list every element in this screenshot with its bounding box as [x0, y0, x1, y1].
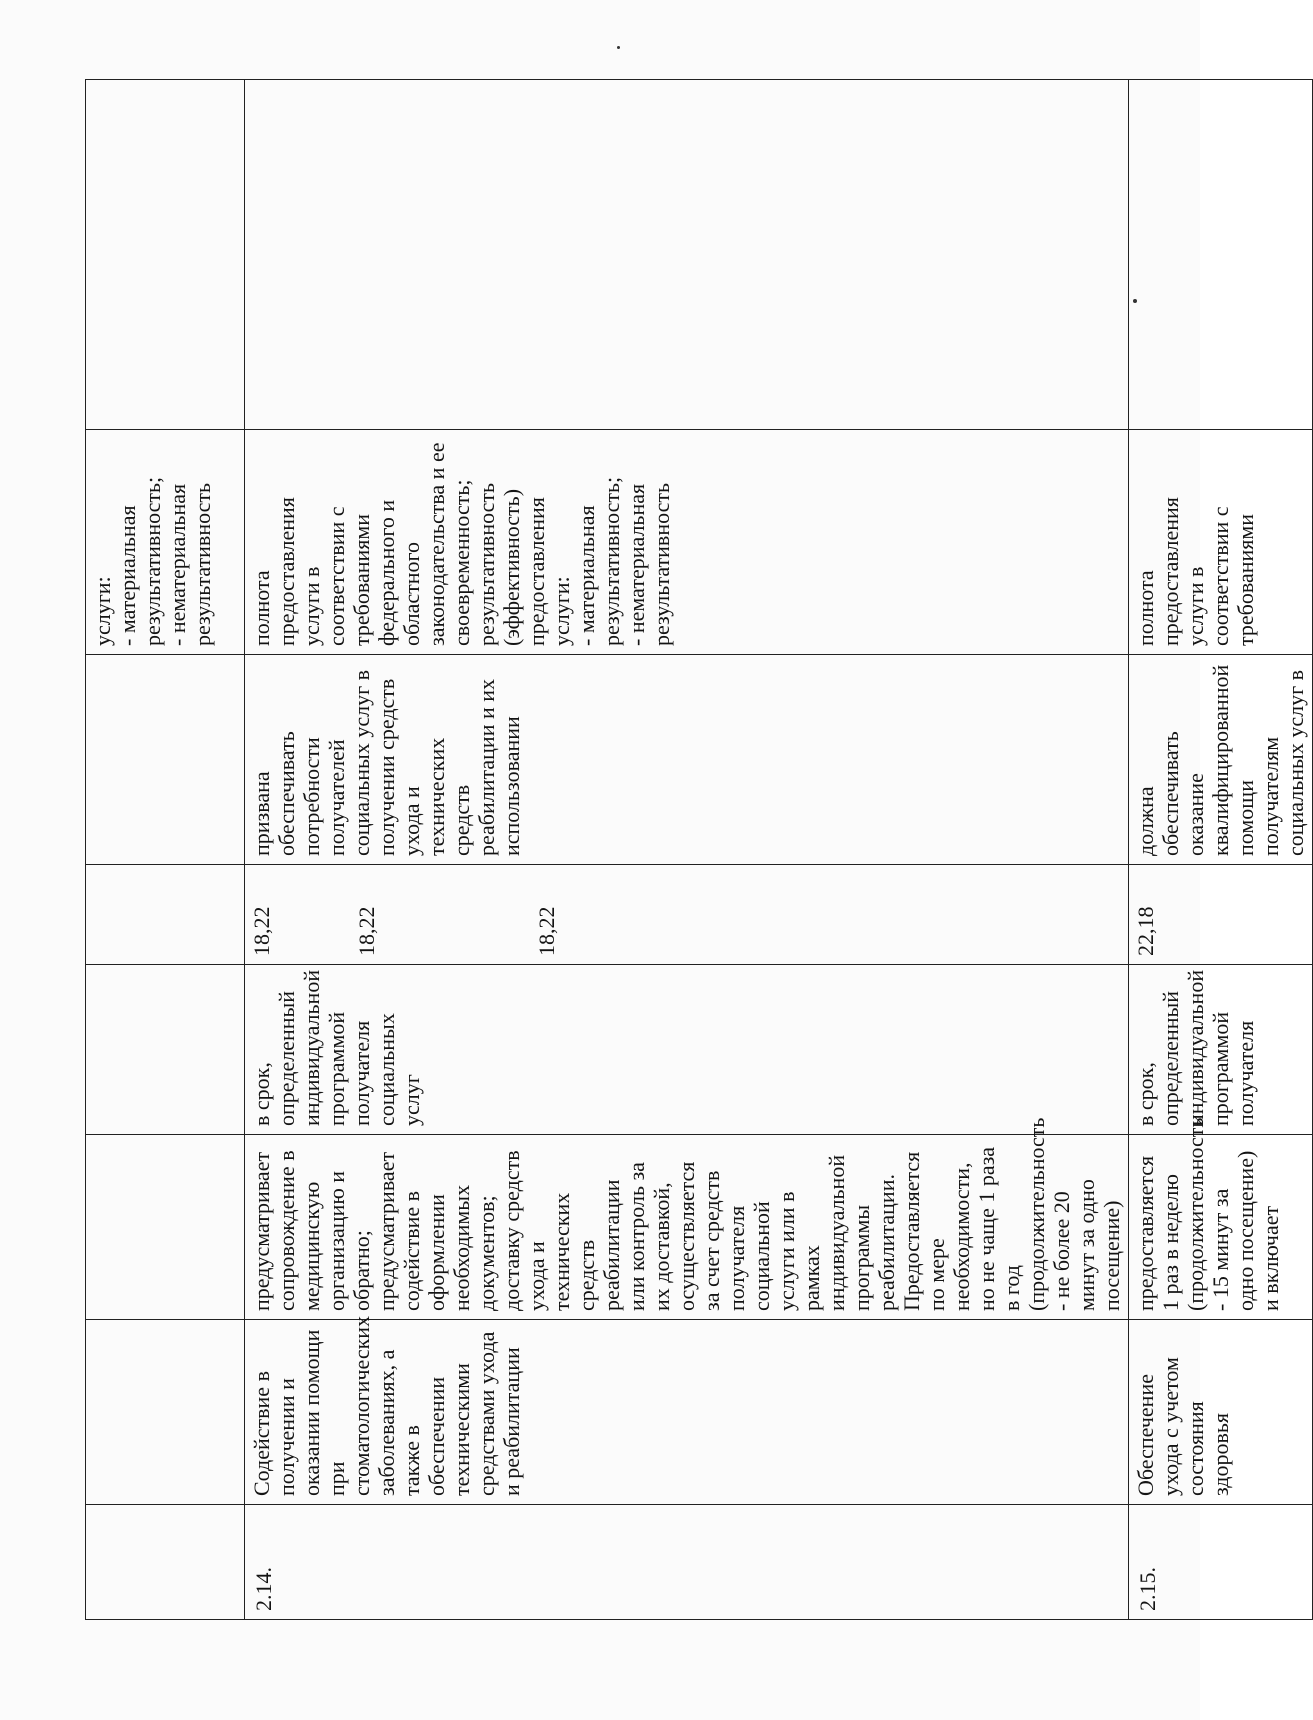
service-evaluation	[1129, 80, 1313, 430]
cell-term	[86, 965, 245, 1135]
service-indicators: полнота предоставления услуги в соответствии с требованиями федерального и областного законодательства и ее своевременность; результативность (эффективность) предоставления услуги: - материальная результативность; - нематериальная результативность	[245, 430, 1129, 655]
table-row	[245, 80, 1129, 1620]
cell-name	[86, 1320, 245, 1505]
price-value: 18,22	[354, 906, 379, 956]
row-number: 2.15.	[1129, 1505, 1313, 1620]
service-name: Обеспечение ухода с учетом состояния здоровья	[1129, 1320, 1313, 1505]
service-term: в срок, определенный индивидуальной программой получателя	[1129, 965, 1313, 1135]
service-prices	[1129, 865, 1313, 965]
service-description: предусматривает сопровождение в медицинскую организацию и обратно; предусматривает содействие в оформлении необходимых документов; доставку средств ухода и технических средств реабилитации или контроль за их доставкой, осуществляется за счет средств получателя социальной услуги или в рамках индивидуальной программы реабилитации. Предоставляется по мере необходимости, но не чаще 1 раза в год (продолжительность - не более 20 минут за одно посещение)	[245, 1135, 1129, 1320]
service-conditions: должна обеспечивать оказание квалифицированной помощи получателям социальных услуг в	[1129, 655, 1313, 865]
services-table	[85, 79, 1313, 1620]
service-term: в срок, определенный индивидуальной программой получателя социальных услуг	[245, 965, 1129, 1135]
table-row	[1129, 80, 1313, 1620]
price-value: 22,18	[1133, 906, 1158, 956]
service-conditions: призвана обеспечивать потребности получателей социальных услуг в получении средств ухода и технических средств реабилитации и их использовании	[245, 655, 1129, 865]
cell-indicators: услуги: - материальная результативность; - нематериальная результативность	[86, 430, 245, 655]
service-indicators: полнота предоставления услуги в соответствии с требованиями	[1129, 430, 1313, 655]
service-evaluation	[245, 80, 1129, 430]
row-number: 2.14.	[245, 1505, 1129, 1620]
service-description: предоставляется 1 раз в неделю (продолжительность - 15 минут за одно посещение) и включает	[1129, 1135, 1313, 1320]
cell-description	[86, 1135, 245, 1320]
price-value: 18,22	[534, 906, 559, 956]
service-prices	[245, 865, 1129, 965]
cell-number	[86, 1505, 245, 1620]
scan-speck	[617, 46, 620, 49]
table-row-continuation	[86, 80, 245, 1620]
cell-evaluation	[86, 80, 245, 430]
services-table-rotated	[85, 80, 1308, 1620]
cell-price	[86, 865, 245, 965]
service-name: Содействие в получении и оказании помощи при стоматологических заболеваниях, а также в обеспечении техническими средствами ухода и реабилитации	[245, 1320, 1129, 1505]
price-value: 18,22	[249, 906, 274, 956]
cell-conditions	[86, 655, 245, 865]
